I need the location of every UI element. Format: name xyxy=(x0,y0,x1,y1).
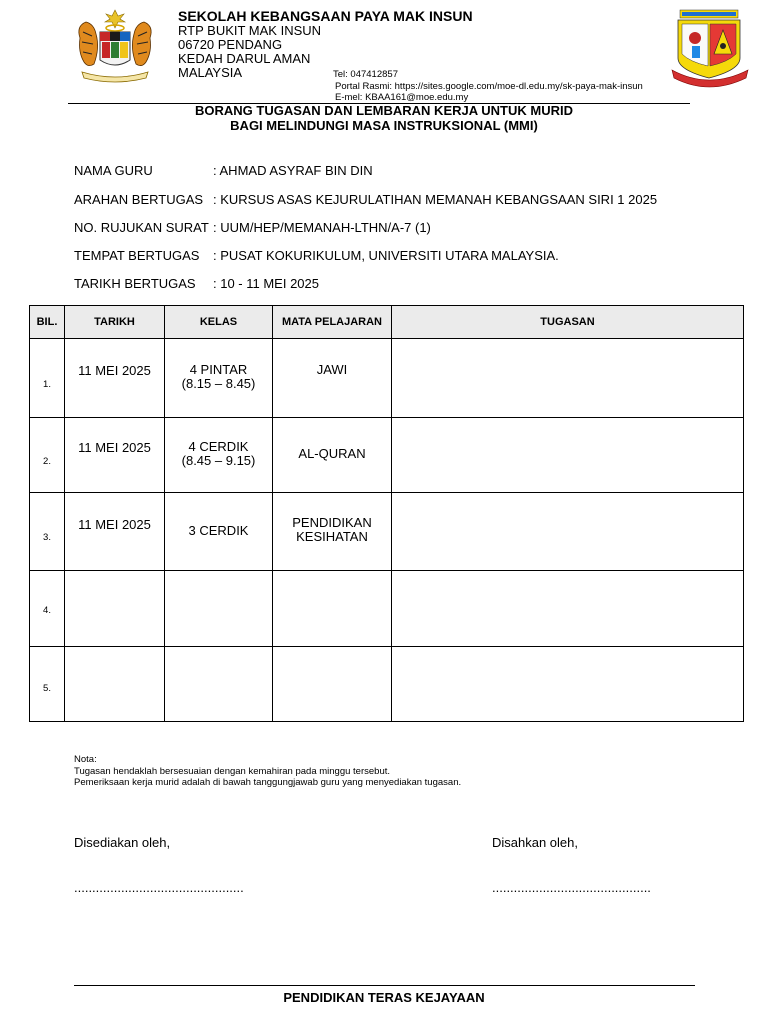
class-cell xyxy=(165,418,273,493)
footer-motto: PENDIDIKAN TERAS KEJAYAAN xyxy=(283,990,485,1005)
teacher-name-value: : AHMAD ASYRAF BIN DIN xyxy=(213,163,373,178)
class-cell xyxy=(165,571,273,647)
date-cell xyxy=(65,647,165,722)
table-row xyxy=(30,493,744,571)
class-text: 3 CERDIK xyxy=(188,523,249,538)
school-name: SEKOLAH KEBANGSAAN PAYA MAK INSUN xyxy=(178,8,473,24)
date-cell xyxy=(65,418,165,493)
footer-divider xyxy=(74,985,695,986)
table-row xyxy=(30,339,744,418)
subject-text: AL-QURAN xyxy=(298,446,366,461)
date-cell xyxy=(65,339,165,418)
class-time-text: (8.15 – 8.45) xyxy=(181,376,256,391)
duty-place-value: : PUSAT KOKURIKULUM, UNIVERSITI UTARA MALAYSIA. xyxy=(213,248,559,263)
table-row xyxy=(30,647,744,722)
note-line-1: Tugasan hendaklah bersesuaian dengan kemahiran pada minggu tersebut. xyxy=(74,765,391,777)
row-number: 4. xyxy=(43,605,51,616)
form-title-line-1: BORANG TUGASAN DAN LEMBARAN KERJA UNTUK MURID xyxy=(195,103,573,118)
task-cell[interactable] xyxy=(392,493,744,571)
prepared-signature-line[interactable]: ............................................... xyxy=(74,880,244,895)
subject-cell xyxy=(273,571,392,647)
duty-instruction-label: ARAHAN BERTUGAS xyxy=(74,192,204,207)
row-number-cell xyxy=(30,339,65,418)
row-number-cell xyxy=(30,571,65,647)
email-link[interactable]: E-mel: KBAA161@moe.edu.my xyxy=(335,92,469,103)
task-cell[interactable] xyxy=(392,571,744,647)
task-cell[interactable] xyxy=(392,647,744,722)
note-heading: Nota: xyxy=(74,754,97,765)
row-number: 5. xyxy=(43,682,51,694)
subject-cell xyxy=(273,339,392,418)
class-cell xyxy=(165,493,273,571)
class-cell xyxy=(165,647,273,722)
form-title-line-2: BAGI MELINDUNGI MASA INSTRUKSIONAL (MMI) xyxy=(230,118,538,133)
column-header-kelas: KELAS xyxy=(165,306,273,339)
letter-reference-label: NO. RUJUKAN SURAT xyxy=(74,220,209,235)
duty-place-label: TEMPAT BERTUGAS xyxy=(74,248,200,263)
note-block xyxy=(74,754,461,789)
column-header-bil: BIL. xyxy=(30,306,65,339)
subject-cell xyxy=(273,493,392,571)
subject-cell xyxy=(273,647,392,722)
school-crest-icon xyxy=(670,8,750,88)
column-header-tarikh: TARIKH xyxy=(65,306,165,339)
row-number: 3. xyxy=(43,532,51,543)
subject-text: PENDIDIKAN xyxy=(292,515,372,530)
class-text: 4 CERDIK xyxy=(188,439,249,454)
address-line-4: MALAYSIA xyxy=(178,65,243,80)
approved-by-label: Disahkan oleh, xyxy=(492,835,578,850)
subject-text: JAWI xyxy=(316,362,348,377)
table-header-row xyxy=(30,306,744,339)
class-cell xyxy=(165,339,273,418)
task-table xyxy=(29,305,744,722)
subject-cell xyxy=(273,418,392,493)
subject-text-2: KESIHATAN xyxy=(296,529,368,544)
task-cell[interactable] xyxy=(392,418,744,493)
letter-reference-value: : UUM/HEP/MEMANAH-LTHN/A-7 (1) xyxy=(213,220,431,235)
date-cell xyxy=(65,493,165,571)
address-line-2: 06720 PENDANG xyxy=(178,37,283,52)
class-text: 4 PINTAR xyxy=(189,362,248,377)
approved-signature-line[interactable]: ............................................ xyxy=(492,880,651,895)
class-time-text: (8.45 – 9.15) xyxy=(181,453,256,468)
prepared-by-label: Disediakan oleh, xyxy=(74,835,171,850)
date-text: 11 MEI 2025 xyxy=(78,517,151,532)
row-number: 2. xyxy=(43,455,51,467)
table-row xyxy=(30,571,744,647)
row-number-cell xyxy=(30,493,65,571)
row-number: 1. xyxy=(43,378,51,390)
address-line-3: KEDAH DARUL AMAN xyxy=(178,51,311,66)
address-line-1: RTP BUKIT MAK INSUN xyxy=(178,23,322,38)
duty-date-label: TARIKH BERTUGAS xyxy=(74,276,196,291)
duty-date-value: : 10 - 11 MEI 2025 xyxy=(213,276,319,291)
row-number-cell xyxy=(30,418,65,493)
duty-instruction-value: : KURSUS ASAS KEJURULATIHAN MEMANAH KEBANGSAAN SIRI 1 2025 xyxy=(213,192,658,207)
table-row xyxy=(30,418,744,493)
date-text: 11 MEI 2025 xyxy=(78,363,151,378)
date-cell xyxy=(65,571,165,647)
task-cell[interactable] xyxy=(392,339,744,418)
column-header-tugasan: TUGASAN xyxy=(392,306,744,339)
portal-link[interactable]: Portal Rasmi: https://sites.google.com/moe-dl.edu.my/sk-paya-mak-insun xyxy=(335,81,643,92)
row-number-cell xyxy=(30,647,65,722)
malaysia-coat-of-arms-icon xyxy=(72,8,158,84)
telephone: Tel: 047412857 xyxy=(333,69,398,80)
date-text: 11 MEI 2025 xyxy=(78,440,151,455)
note-line-2: Pemeriksaan kerja murid adalah di bawah tanggungjawab guru yang menyediakan tugasan. xyxy=(74,777,462,788)
teacher-name-label: NAMA GURU xyxy=(74,163,153,178)
column-header-mata-pelajaran: MATA PELAJARAN xyxy=(273,306,392,339)
